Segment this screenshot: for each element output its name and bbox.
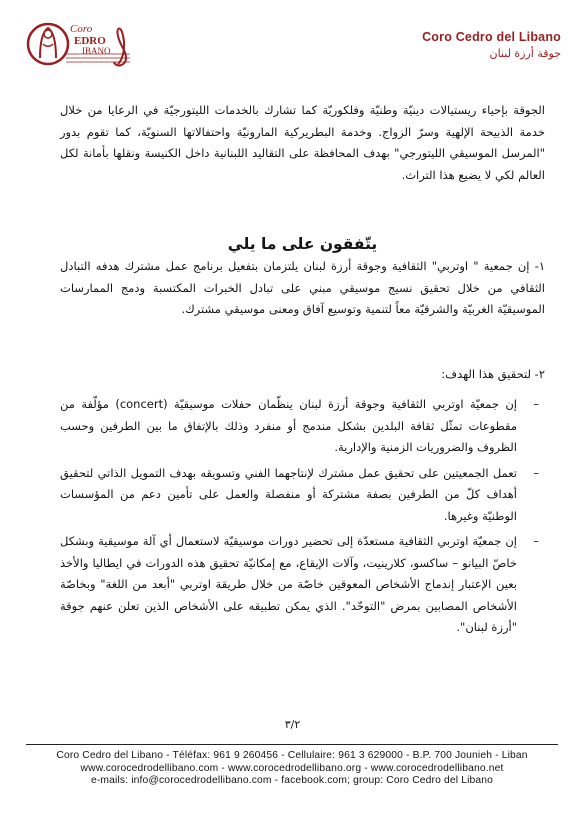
svg-text:EDRO: EDRO <box>74 35 106 47</box>
intro-paragraph: الجوقة بإحياء ريستيالات دينيّة وطنيّة وفلكوريّة كما تشارك بالخدمات الليتورجيّة في الرعايا من خلال خدمة الذبيحة الإلهية وسرّ الزواج. وخدمة البطريركية المارونيّة واحتفالاتها السنويّة، كما تقوم بدور "المرسل الموسيقي الليتورجي" بهدف المحافظة على التقاليد اللبنانية داخل الكنيسة ونقلها بأمانة لكل العالم لكي لا يضيع هذا التراث. <box>60 103 545 182</box>
intro-section <box>60 100 545 186</box>
bullet-marker: – <box>533 465 539 480</box>
item-1-paragraph: ١- إن جمعية " اوتربي" الثقافية وجوقة أرزة لبنان يلتزمان بتفعيل برنامج عمل مشترك هدفه التبادل الثقافي من خلال تحقيق نسيج موسيقي مبني على تبادل الخبرات المكتسبة ودمج الممارسات الموسيقيّة الغربيّة والشرقيّة معاً لتنمية وتوسيع آفاق ومعنى موسيقي مشترك. <box>60 259 545 316</box>
list-item <box>60 394 545 459</box>
footer-divider <box>26 744 558 745</box>
bullet-text: إن جمعيّة اوتربي الثقافية وجوقة أرزة لبنان ينظّمان حفلات موسيقيّة (concert) مؤلّفة من مقطوعات تمثّل ثقافة البلدين بشكل مندمج أو منفرد وذلك بالإتفاق ما بين الطرفين وحسب الظروف والضروريات الزمنية والإدارية. <box>60 397 517 454</box>
brand-name-latin: Coro Cedro del Libano <box>422 30 561 44</box>
footer-websites-line[interactable]: www.corocedrodellibano.com - www.corocedrodellibano.org - www.corocedrodellibano.net <box>80 762 504 774</box>
bullet-marker: – <box>533 397 539 411</box>
footer-contact-line: Coro Cedro del Libano - Téléfax: 961 9 260456 - Cellulaire: 961 3 629000 - B.P. 700 Jounieh - Liban <box>56 750 528 761</box>
bullet-marker: – <box>533 534 539 548</box>
bullet-text: إن جمعيّة اوتربي الثقافية مستعدّة إلى تحضير دورات موسيقيّة لاستعمال أي آلة موسيقية وبشكل خاصّ البيانو – ساكسو، كلارينيت، وآلات الإيقاع، مع إمكانيّة تحقيق هذه الدورات في ايطاليا والأخذ بعين الإعتبار إندماج الأشخاص المعوقين خاصّة من خلال طريقة اوتربي "أبعد من اللغة" وبخاصّة الأشخاص المصابين بمرض "التوحّد". الذي يمكن تطبيقه على الأشخاص الذين تعلن عنهم جوقة "أرزة لبنان". <box>60 534 517 634</box>
page-number: ٣/٢ <box>284 718 301 731</box>
svg-text:Coro: Coro <box>70 23 93 35</box>
item-2-intro: ٢- لتحقيق هذا الهدف: <box>441 367 545 381</box>
footer-email-line[interactable]: e-mails: info@corocedrodellibano.com - facebook.com; group: Coro Cedro del Libano <box>90 775 494 786</box>
footer <box>26 750 558 788</box>
brand-block <box>422 30 561 60</box>
agreement-heading: يتّفقون على ما يلي <box>227 235 378 253</box>
choir-logo <box>26 14 138 76</box>
bullet-list <box>60 394 545 643</box>
item-1-section <box>60 256 545 321</box>
choir-logo-graphic <box>26 14 138 76</box>
list-item <box>60 463 545 528</box>
bullet-text: تعمل الجمعيتين على تحقيق عمل مشترك لإنتاجهما الفني وتسويقه بهدف التمويل الذاتي لتحقيق أهداف كلّ من الطرفين بصفة مشتركة أو منفصلة والعمل على تأمين دعم من المؤسسات الوطنيّة وغيرها. <box>60 465 517 523</box>
brand-name-arabic: جوقة أرزة لبنان <box>489 47 561 60</box>
list-item <box>60 531 545 639</box>
svg-text:IBANO: IBANO <box>82 46 111 56</box>
